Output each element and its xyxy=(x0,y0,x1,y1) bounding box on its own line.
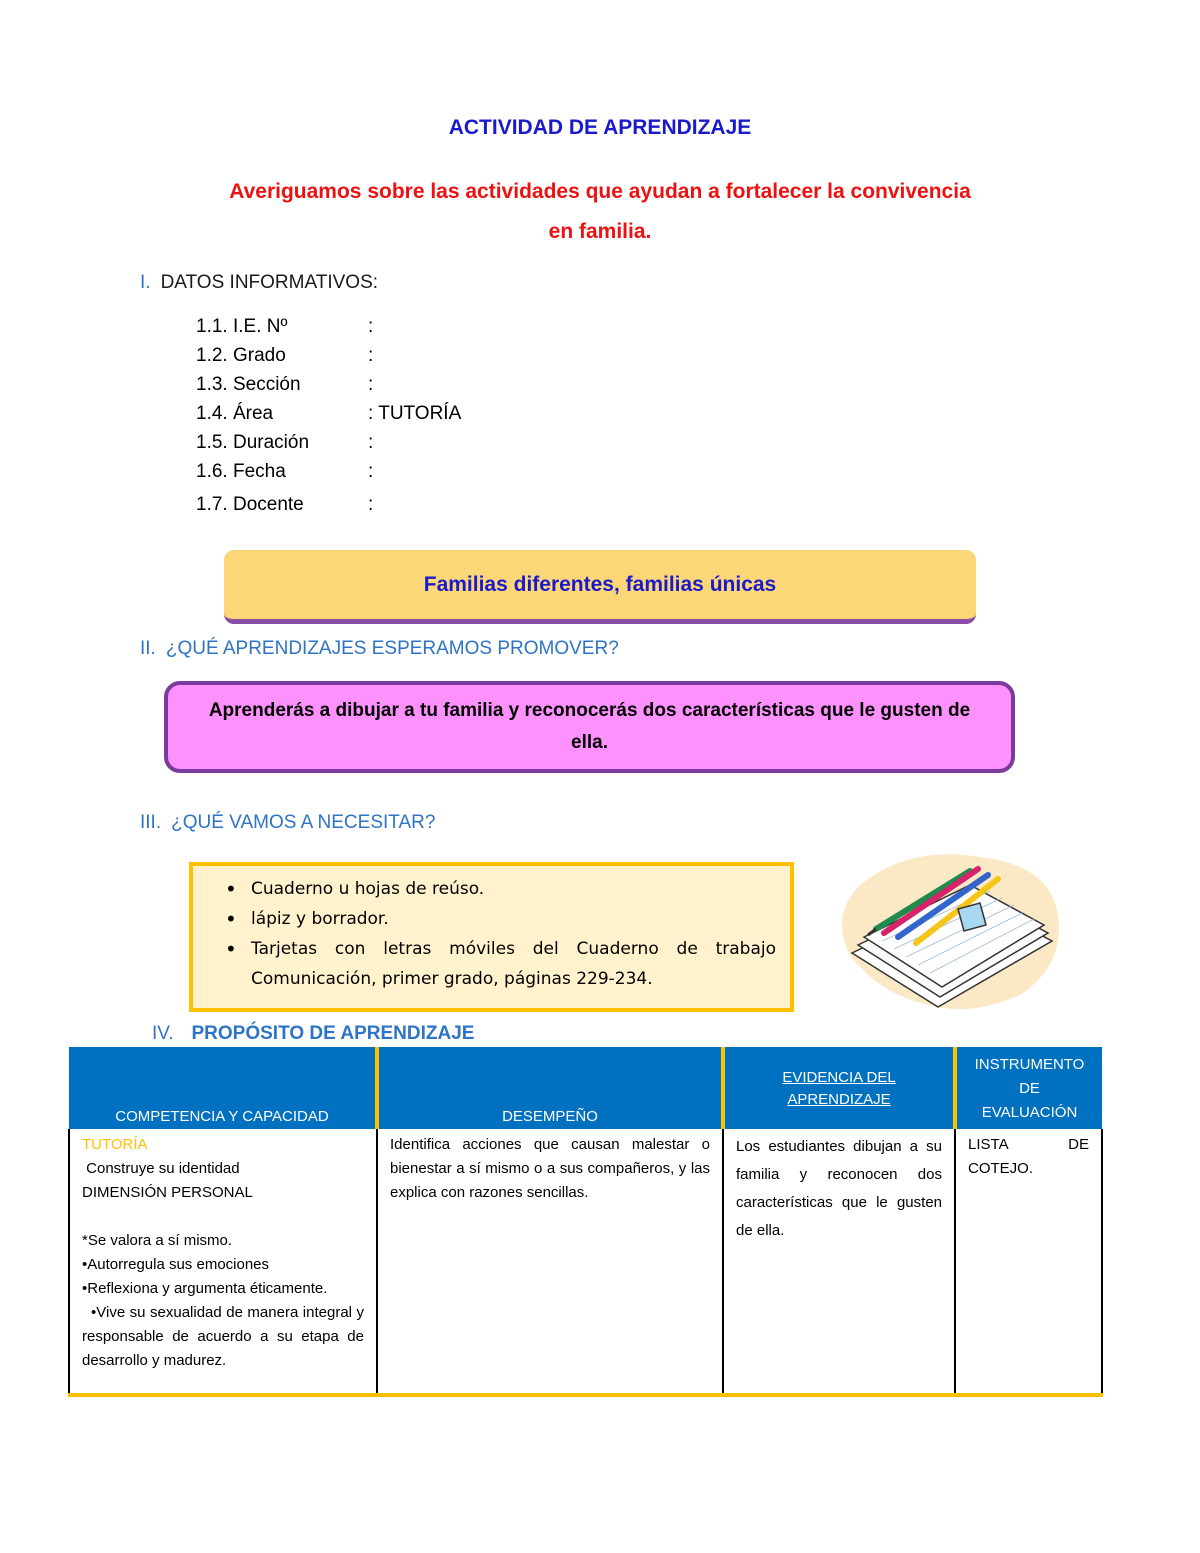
learning-goal-box xyxy=(164,681,1015,773)
competencia-area: TUTORÍA xyxy=(82,1136,148,1153)
info-row-docente xyxy=(196,490,461,519)
info-row-seccion xyxy=(196,370,461,399)
cell-evidencia: Los estudiantes dibujan a su familia y reconocen dos características que le gusten de ella. xyxy=(723,1129,955,1395)
info-row-duracion xyxy=(196,428,461,457)
page-title: ACTIVIDAD DE APRENDIZAJE xyxy=(448,116,752,139)
info-value: : xyxy=(368,460,374,482)
section-datos-informativos xyxy=(140,272,378,294)
section-aprendizajes xyxy=(140,638,619,660)
info-label: 1.6. Fecha xyxy=(196,460,286,482)
info-value: : xyxy=(368,493,374,515)
header-instrumento-line-2: DE xyxy=(1019,1080,1040,1097)
info-value: : xyxy=(368,344,374,366)
activity-banner: Familias diferentes, familias únicas xyxy=(224,550,976,624)
capacidad-item: *Se valora a sí mismo. xyxy=(82,1232,233,1249)
section-title: DATOS INFORMATIVOS: xyxy=(160,272,379,293)
table-header-row xyxy=(69,1047,1102,1129)
header-instrumento-line-3: EVALUACIÓN xyxy=(981,1104,1078,1121)
header-instrumento xyxy=(955,1047,1102,1129)
info-list xyxy=(196,312,461,519)
page-subtitle xyxy=(150,172,1050,252)
info-value: : xyxy=(368,315,374,337)
competencia-dimension: DIMENSIÓN PERSONAL xyxy=(82,1184,253,1201)
materials-list xyxy=(225,874,776,994)
cell-competencia xyxy=(69,1129,377,1395)
learning-goal-line-1: Aprenderás a dibujar a tu familia y reconocerás dos características que le gusten de xyxy=(208,700,971,721)
info-label: 1.5. Duración xyxy=(196,431,310,453)
header-competencia: COMPETENCIA Y CAPACIDAD xyxy=(69,1047,377,1129)
cell-desempeno: Identifica acciones que causan malestar o bienestar a sí mismo o a sus compañeros, y las explica con razones sencillas. xyxy=(377,1129,723,1395)
section-number: I. xyxy=(140,272,151,293)
section-number: III. xyxy=(140,812,162,833)
section-title: PROPÓSITO DE APRENDIZAJE xyxy=(191,1023,475,1044)
info-label: 1.4. Área xyxy=(196,402,274,424)
materials-item: • lápiz y borrador. xyxy=(225,904,776,934)
section-necesitar xyxy=(140,812,435,834)
info-value: : xyxy=(368,373,374,395)
section-proposito xyxy=(152,1023,474,1045)
subtitle-line-1: Averiguamos sobre las actividades que ayudan a fortalecer la convivencia xyxy=(229,180,971,203)
materials-item: • Cuaderno u hojas de reúso. xyxy=(225,874,776,904)
info-label: 1.1. I.E. Nº xyxy=(196,315,288,337)
table-row xyxy=(69,1129,1102,1395)
capacidad-item: •Vive su sexualidad de manera integral y responsable de acuerdo a su etapa de desarrollo y madurez. xyxy=(82,1304,369,1369)
header-desempeno: DESEMPEÑO xyxy=(377,1047,723,1129)
info-row-ie xyxy=(196,312,461,341)
notebook-pencils-clipart xyxy=(820,845,1065,1017)
materials-item: • Tarjetas con letras móviles del Cuaderno de trabajo Comunicación, primer grado, páginas 229-234. xyxy=(225,934,776,994)
section-title: ¿QUÉ APRENDIZAJES ESPERAMOS PROMOVER? xyxy=(165,638,619,659)
header-evidencia-line-1: EVIDENCIA DEL xyxy=(782,1069,896,1086)
section-title: ¿QUÉ VAMOS A NECESITAR? xyxy=(171,812,436,833)
info-row-grado xyxy=(196,341,461,370)
section-number: IV. xyxy=(152,1023,174,1044)
capacidad-item: •Reflexiona y argumenta éticamente. xyxy=(82,1280,328,1297)
cell-instrumento: LISTA DE COTEJO. xyxy=(955,1129,1102,1395)
purpose-table xyxy=(68,1047,1103,1397)
info-row-fecha xyxy=(196,457,461,486)
info-value: : xyxy=(368,431,374,453)
info-row-area xyxy=(196,399,461,428)
header-evidencia-line-2: APRENDIZAJE xyxy=(787,1091,891,1108)
competencia-name: Construye su identidad xyxy=(82,1160,240,1177)
materials-box xyxy=(189,862,794,1012)
header-evidencia xyxy=(723,1047,955,1129)
info-value: : TUTORÍA xyxy=(368,402,462,424)
info-label: 1.2. Grado xyxy=(196,344,286,366)
header-instrumento-line-1: INSTRUMENTO xyxy=(974,1056,1085,1073)
info-label: 1.3. Sección xyxy=(196,373,301,395)
info-label: 1.7. Docente xyxy=(196,493,304,515)
learning-goal-line-2: ella. xyxy=(571,732,608,753)
subtitle-line-2: en familia. xyxy=(548,220,652,243)
capacidad-item: •Autorregula sus emociones xyxy=(82,1256,270,1273)
section-number: II. xyxy=(140,638,156,659)
